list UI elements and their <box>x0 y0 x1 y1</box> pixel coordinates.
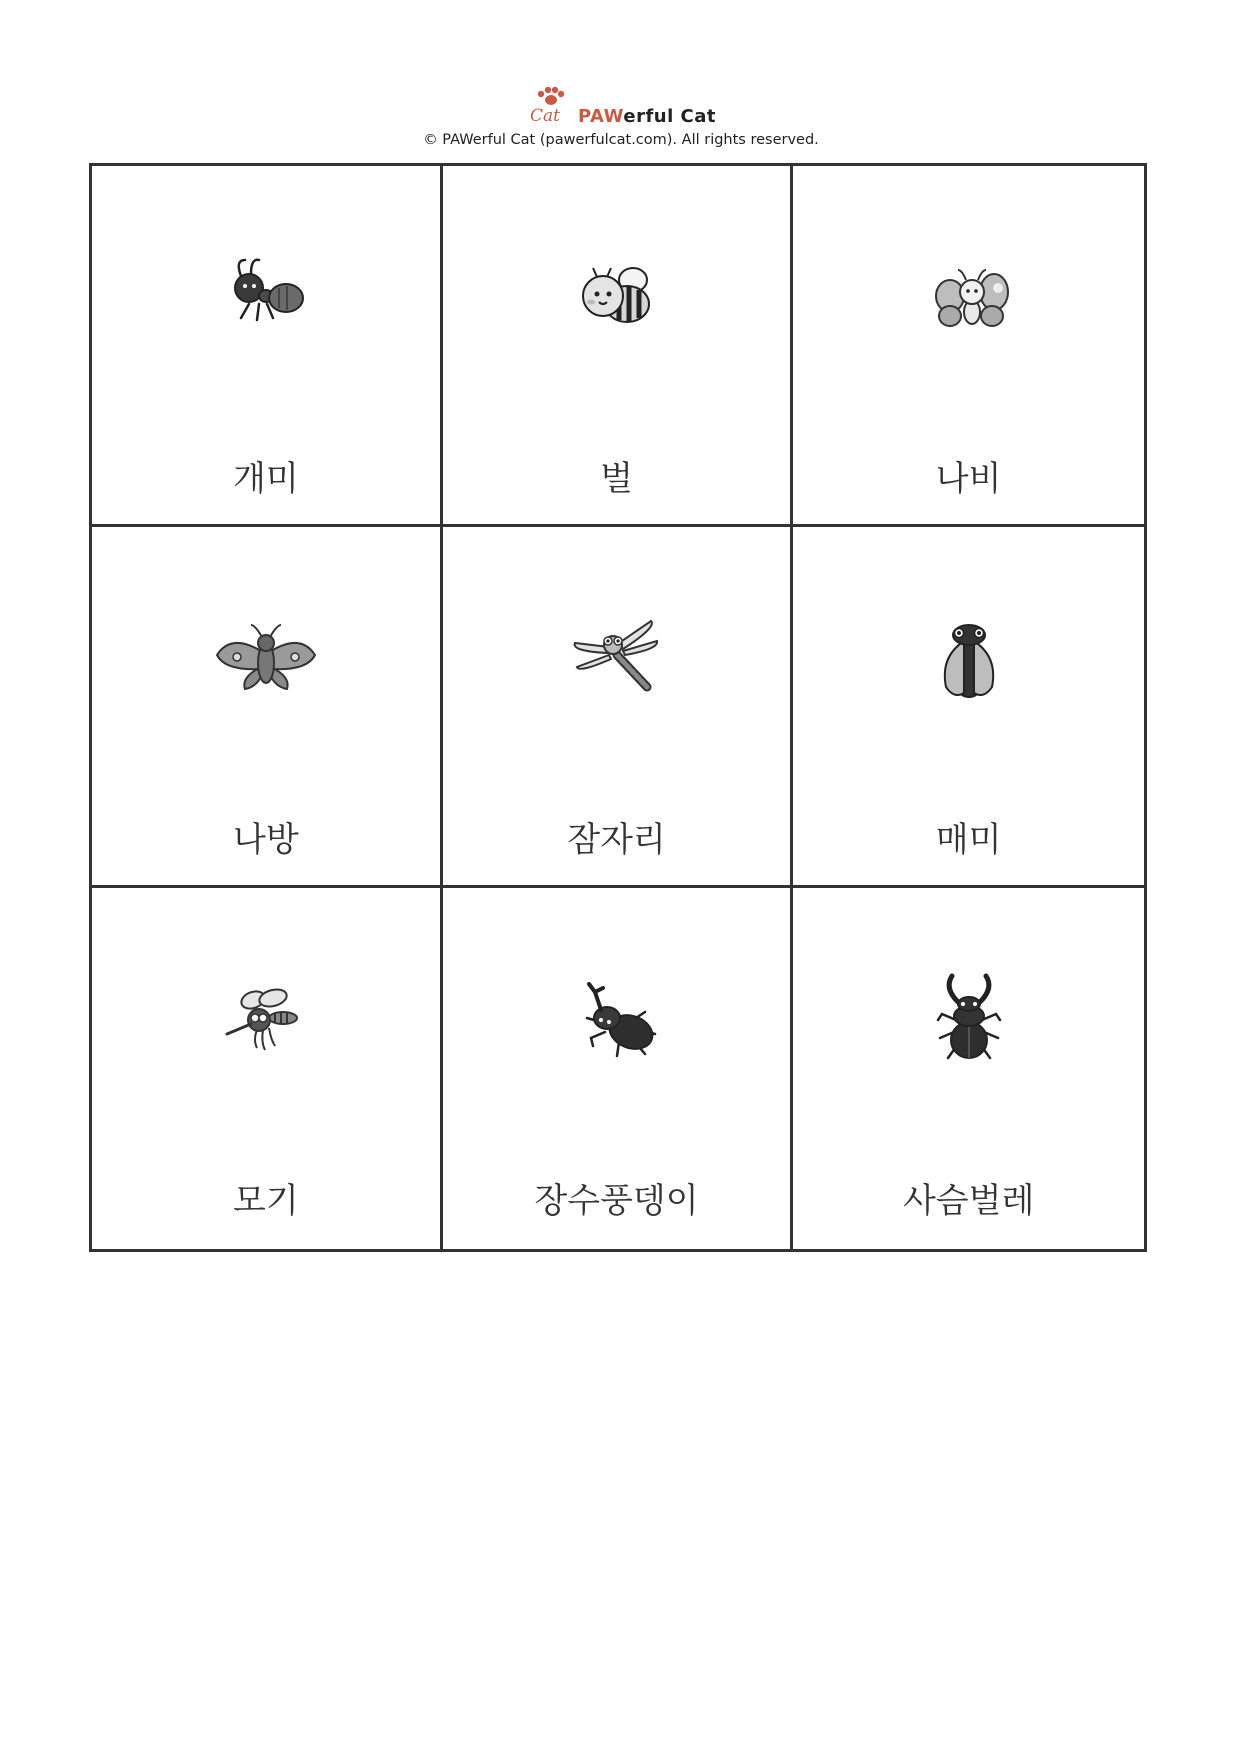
card-mosquito <box>92 888 443 1249</box>
bee-icon <box>561 246 671 356</box>
card-label: 나비 <box>935 459 1002 499</box>
card-butterfly <box>793 166 1144 527</box>
card-label: 장수풍뎅이 <box>534 1181 699 1221</box>
card-label: 매미 <box>935 820 1002 860</box>
card-label: 모기 <box>232 1181 299 1221</box>
logo-cat-text: Cat <box>530 106 560 126</box>
card-rhinoceros-beetle <box>443 888 794 1249</box>
card-moth <box>92 527 443 888</box>
butterfly-icon <box>914 246 1024 356</box>
brand-rest: erful Cat <box>623 106 717 127</box>
card-label: 나방 <box>232 820 299 860</box>
card-label: 잠자리 <box>567 820 666 860</box>
card-dragonfly <box>443 527 794 888</box>
moth-icon <box>211 607 321 717</box>
card-label: 벌 <box>600 459 633 499</box>
card-ant <box>92 166 443 527</box>
brand-name <box>578 106 716 127</box>
dragonfly-icon <box>561 607 671 717</box>
brand-paw: PAW <box>578 106 624 127</box>
card-label: 사슴벌레 <box>902 1181 1035 1221</box>
card-bee <box>443 166 794 527</box>
card-label: 개미 <box>232 459 299 499</box>
flashcard-grid <box>89 163 1147 1252</box>
card-cicada <box>793 527 1144 888</box>
rhinoceros-beetle-icon <box>561 968 671 1078</box>
mosquito-icon <box>211 968 321 1078</box>
stag-beetle-icon <box>914 968 1024 1078</box>
page-header <box>0 86 1242 156</box>
cicada-icon <box>914 607 1024 717</box>
copyright-notice: © PAWerful Cat (pawerfulcat.com). All rights reserved. <box>423 132 819 148</box>
pawerful-cat-logo <box>528 86 717 132</box>
card-stag-beetle <box>793 888 1144 1249</box>
ant-icon <box>211 246 321 356</box>
